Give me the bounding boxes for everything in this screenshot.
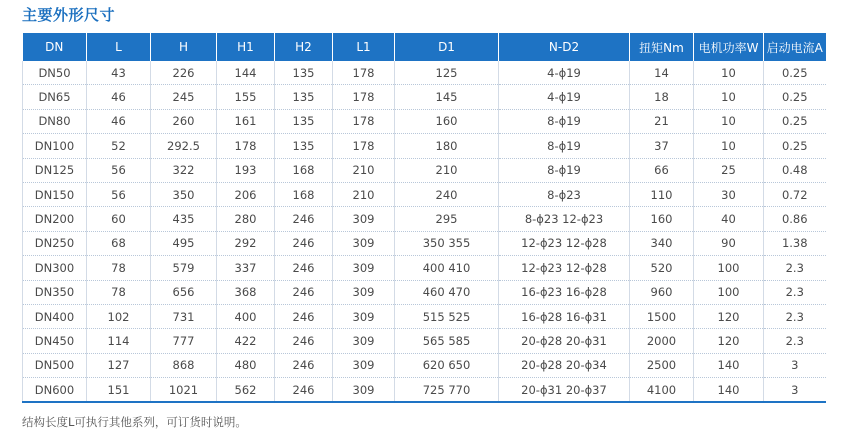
table-cell: 168: [275, 158, 333, 182]
table-cell: 68: [87, 231, 151, 255]
table-cell: 337: [217, 256, 275, 280]
table-cell: 0.25: [764, 109, 826, 133]
table-cell: 0.25: [764, 61, 826, 85]
table-cell: 495: [151, 231, 217, 255]
table-cell: 4-ϕ19: [499, 85, 630, 109]
table-cell: 21: [630, 109, 694, 133]
table-cell: 30: [694, 182, 764, 206]
table-cell: 960: [630, 280, 694, 304]
table-cell: 246: [275, 207, 333, 231]
table-cell: 56: [87, 158, 151, 182]
column-header: L: [87, 33, 151, 61]
table-cell: 1500: [630, 304, 694, 328]
table-cell: 18: [630, 85, 694, 109]
column-header: H2: [275, 33, 333, 61]
table-cell: 868: [151, 353, 217, 377]
column-header: 启动电流A: [764, 33, 826, 61]
table-cell: 8-ϕ19: [499, 134, 630, 158]
table-cell: 246: [275, 304, 333, 328]
table-cell: 155: [217, 85, 275, 109]
table-cell: 422: [217, 329, 275, 353]
table-cell: 515 525: [395, 304, 499, 328]
table-cell: 777: [151, 329, 217, 353]
table-cell: 731: [151, 304, 217, 328]
table-cell: 43: [87, 61, 151, 85]
dimensions-table: [22, 33, 826, 403]
table-cell: 246: [275, 329, 333, 353]
table-cell: 40: [694, 207, 764, 231]
column-header: D1: [395, 33, 499, 61]
table-cell: 226: [151, 61, 217, 85]
table-cell: DN300: [23, 256, 87, 280]
table-cell: 2500: [630, 353, 694, 377]
table-cell: 309: [333, 353, 395, 377]
table-row: [23, 304, 826, 328]
table-cell: 0.72: [764, 182, 826, 206]
table-cell: 309: [333, 378, 395, 403]
table-cell: 400 410: [395, 256, 499, 280]
table-cell: 56: [87, 182, 151, 206]
table-cell: 20-ϕ31 20-ϕ37: [499, 378, 630, 403]
table-cell: 8-ϕ19: [499, 158, 630, 182]
table-cell: 210: [333, 158, 395, 182]
table-cell: 309: [333, 304, 395, 328]
table-cell: 161: [217, 109, 275, 133]
table-cell: 480: [217, 353, 275, 377]
table-cell: 340: [630, 231, 694, 255]
table-cell: 1.38: [764, 231, 826, 255]
table-row: [23, 182, 826, 206]
table-cell: 246: [275, 378, 333, 403]
table-cell: 246: [275, 280, 333, 304]
table-cell: 562: [217, 378, 275, 403]
table-cell: 127: [87, 353, 151, 377]
table-cell: 725 770: [395, 378, 499, 403]
table-cell: 8-ϕ23 12-ϕ23: [499, 207, 630, 231]
table-row: [23, 134, 826, 158]
table-cell: DN150: [23, 182, 87, 206]
table-cell: 20-ϕ28 20-ϕ34: [499, 353, 630, 377]
table-cell: 210: [333, 182, 395, 206]
table-cell: 114: [87, 329, 151, 353]
table-cell: 0.48: [764, 158, 826, 182]
table-cell: 10: [694, 61, 764, 85]
table-cell: 280: [217, 207, 275, 231]
table-row: [23, 109, 826, 133]
table-cell: 656: [151, 280, 217, 304]
table-cell: 350: [151, 182, 217, 206]
column-header: H1: [217, 33, 275, 61]
table-cell: DN600: [23, 378, 87, 403]
table-cell: 100: [694, 256, 764, 280]
table-cell: 16-ϕ28 16-ϕ31: [499, 304, 630, 328]
table-cell: 135: [275, 109, 333, 133]
table-cell: 12-ϕ23 12-ϕ28: [499, 231, 630, 255]
table-cell: 309: [333, 207, 395, 231]
table-row: [23, 256, 826, 280]
table-cell: 168: [275, 182, 333, 206]
table-cell: 520: [630, 256, 694, 280]
table-row: [23, 207, 826, 231]
column-header: 扭矩Nm: [630, 33, 694, 61]
table-cell: 20-ϕ28 20-ϕ31: [499, 329, 630, 353]
table-cell: DN125: [23, 158, 87, 182]
table-cell: 25: [694, 158, 764, 182]
table-row: [23, 280, 826, 304]
table-cell: 2000: [630, 329, 694, 353]
table-cell: 160: [630, 207, 694, 231]
table-cell: 2.3: [764, 329, 826, 353]
table-cell: DN200: [23, 207, 87, 231]
table-cell: 260: [151, 109, 217, 133]
table-cell: 160: [395, 109, 499, 133]
table-cell: 16-ϕ23 16-ϕ28: [499, 280, 630, 304]
column-header: L1: [333, 33, 395, 61]
table-cell: 52: [87, 134, 151, 158]
column-header: H: [151, 33, 217, 61]
table-cell: 579: [151, 256, 217, 280]
table-cell: 178: [333, 134, 395, 158]
table-cell: 120: [694, 304, 764, 328]
table-cell: 10: [694, 134, 764, 158]
table-cell: 620 650: [395, 353, 499, 377]
table-cell: 246: [275, 353, 333, 377]
table-cell: 135: [275, 85, 333, 109]
table-cell: 178: [333, 61, 395, 85]
table-cell: 140: [694, 353, 764, 377]
table-cell: 145: [395, 85, 499, 109]
table-cell: 292.5: [151, 134, 217, 158]
table-cell: 368: [217, 280, 275, 304]
table-cell: 178: [333, 109, 395, 133]
table-cell: 60: [87, 207, 151, 231]
table-cell: 0.25: [764, 85, 826, 109]
table-cell: 565 585: [395, 329, 499, 353]
table-cell: 180: [395, 134, 499, 158]
table-cell: 120: [694, 329, 764, 353]
table-cell: 2.3: [764, 304, 826, 328]
table-cell: 100: [694, 280, 764, 304]
footnote: 结构长度L可执行其他系列，可订货时说明。: [22, 415, 247, 429]
table-cell: 3: [764, 353, 826, 377]
page-title: 主要外形尺寸: [22, 6, 116, 24]
table-cell: 4-ϕ19: [499, 61, 630, 85]
table-cell: 3: [764, 378, 826, 403]
table-cell: 78: [87, 280, 151, 304]
table-cell: 2.3: [764, 280, 826, 304]
table-cell: 8-ϕ23: [499, 182, 630, 206]
table-cell: 140: [694, 378, 764, 403]
table-cell: 246: [275, 231, 333, 255]
table-cell: DN500: [23, 353, 87, 377]
table-cell: 125: [395, 61, 499, 85]
table-cell: 240: [395, 182, 499, 206]
table-cell: 110: [630, 182, 694, 206]
table-cell: 12-ϕ23 12-ϕ28: [499, 256, 630, 280]
table-header-row: [23, 33, 826, 61]
table-cell: DN65: [23, 85, 87, 109]
table-cell: 10: [694, 109, 764, 133]
column-header: N-D2: [499, 33, 630, 61]
table-cell: 400: [217, 304, 275, 328]
table-cell: 8-ϕ19: [499, 109, 630, 133]
table-cell: 193: [217, 158, 275, 182]
table-cell: 460 470: [395, 280, 499, 304]
table-cell: 309: [333, 329, 395, 353]
table-row: [23, 61, 826, 85]
table-cell: DN450: [23, 329, 87, 353]
table-cell: 37: [630, 134, 694, 158]
table-cell: 66: [630, 158, 694, 182]
table-cell: DN50: [23, 61, 87, 85]
table-cell: DN100: [23, 134, 87, 158]
table-cell: 0.86: [764, 207, 826, 231]
table-cell: 135: [275, 61, 333, 85]
table-cell: 178: [217, 134, 275, 158]
table-row: [23, 353, 826, 377]
table-cell: 0.25: [764, 134, 826, 158]
table-cell: 46: [87, 85, 151, 109]
table-cell: 178: [333, 85, 395, 109]
table-cell: 309: [333, 231, 395, 255]
table-cell: 309: [333, 280, 395, 304]
table-cell: 1021: [151, 378, 217, 403]
table-cell: 2.3: [764, 256, 826, 280]
table-cell: 144: [217, 61, 275, 85]
table-cell: 90: [694, 231, 764, 255]
column-header: DN: [23, 33, 87, 61]
table-cell: DN350: [23, 280, 87, 304]
table-cell: 78: [87, 256, 151, 280]
table-cell: 4100: [630, 378, 694, 403]
table-cell: 102: [87, 304, 151, 328]
table-cell: 210: [395, 158, 499, 182]
table-cell: 46: [87, 109, 151, 133]
table-row: [23, 378, 826, 403]
table-row: [23, 329, 826, 353]
table-row: [23, 85, 826, 109]
table-cell: 151: [87, 378, 151, 403]
table-cell: DN400: [23, 304, 87, 328]
table-row: [23, 231, 826, 255]
table-cell: 246: [275, 256, 333, 280]
table-row: [23, 158, 826, 182]
table-cell: 350 355: [395, 231, 499, 255]
table-body: [23, 61, 826, 402]
table-cell: 435: [151, 207, 217, 231]
table-cell: 245: [151, 85, 217, 109]
table-cell: 295: [395, 207, 499, 231]
table-cell: 322: [151, 158, 217, 182]
table-cell: 10: [694, 85, 764, 109]
table-cell: DN80: [23, 109, 87, 133]
table-cell: 14: [630, 61, 694, 85]
table-cell: 206: [217, 182, 275, 206]
table-cell: DN250: [23, 231, 87, 255]
table-cell: 135: [275, 134, 333, 158]
table-cell: 292: [217, 231, 275, 255]
table-cell: 309: [333, 256, 395, 280]
column-header: 电机功率W: [694, 33, 764, 61]
